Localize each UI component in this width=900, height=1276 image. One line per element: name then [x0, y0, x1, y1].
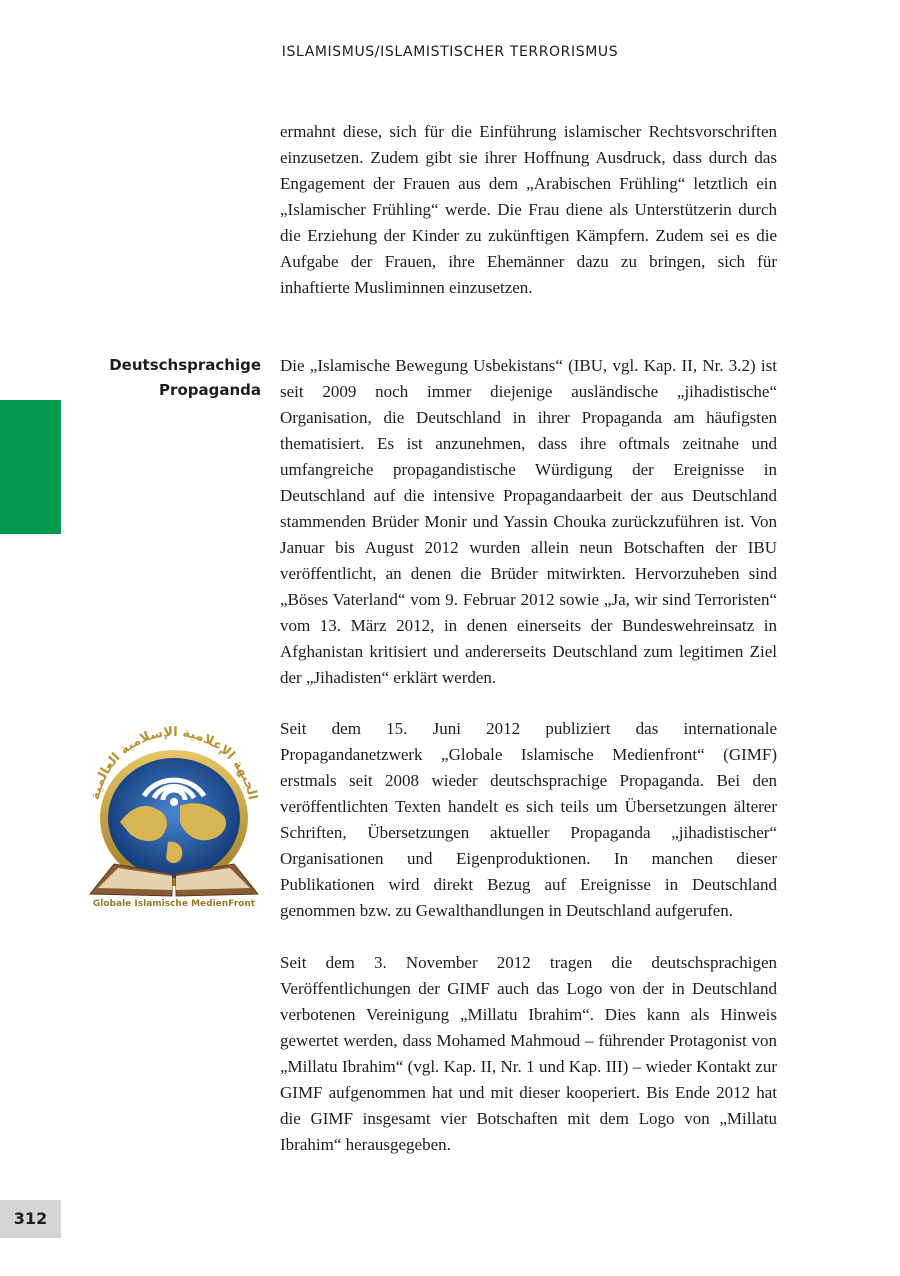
body-paragraph-1: ermahnt diese, sich für die Einführung islamischer Rechtsvorschriften einzusetzen. Zudem gibt sie ihrer Hoffnung Ausdruck, dass durch das Engagement der Frauen aus dem „Arabischen Frühling“ letztlich ein „Islamischer Frühling“ werde. Die Frau diene als Unterstützerin durch die Erziehung der Kinder zu zukünftigen Kämpfern. Zudem sei es die Aufgabe der Frauen, ihre Ehemänner dazu zu bringen, sich für inhaftierte Musliminnen einzusetzen.: [280, 122, 777, 297]
marginal-heading: [90, 353, 261, 403]
body-paragraph-4: Seit dem 3. November 2012 tragen die deutschsprachigen Veröffentlichungen der GIMF auch das Logo von der in Deutschland verbotenen Vereinigung „Millatu Ibrahim“. Dies kann als Hinweis gewertet werden, dass Mohamed Mahmoud – führender Protagonist von „Millatu Ibrahim“ (vgl. Kap. II, Nr. 1 und Kap. III) – wieder Kontakt zur GIMF aufgenommen hat und mit dieser kooperiert. Bis Ende 2012 hat die GIMF insgesamt vier Botschaften mit dem Logo von „Millatu Ibrahim“ herausgegeben.: [280, 953, 777, 1154]
gimf-logo: [84, 714, 264, 910]
marginal-heading-line-1: Deutschsprachige: [109, 356, 261, 374]
body-paragraph-2: Die „Islamische Bewegung Usbekistans“ (IBU, vgl. Kap. II, Nr. 3.2) ist seit 2009 noch immer diejenige ausländische „jihadistische“ Organisation, die Deutschland in ihrer Propaganda am häufigsten thematisiert. Es ist anzunehmen, dass ihre oftmals zeitnahe und umfangreiche propagandistische Würdigung der Ereignisse in Deutschland auf die intensive Propagandaarbeit der aus Deutschland stammenden Brüder Monir und Yassin Chouka zurückzuführen ist. Von Januar bis August 2012 wurden allein neun Botschaften der IBU veröffentlicht, an denen die Brüder mitwirkten. Hervorzuheben sind „Böses Vaterland“ vom 9. Februar 2012 sowie „Ja, wir sind Terroristen“ vom 13. März 2012, in denen einerseits der Bundeswehreinsatz in Afghanistan kritisiert und andererseits Deutschland zum legitimen Ziel der „Jihadisten“ erklärt werden.: [280, 356, 777, 687]
gimf-logo-image: [84, 714, 264, 910]
logo-signal-dot: [170, 798, 178, 806]
logo-arabic-text: الجبهة الإعلامية الإسلامية العالمية: [88, 724, 260, 802]
page-number: 312: [0, 1200, 61, 1238]
logo-caption: Globale Islamische MedienFront: [92, 899, 256, 909]
marginal-heading-line-2: Propaganda: [159, 381, 261, 399]
running-header: ISLAMISMUS/ISLAMISTISCHER TERRORISMUS: [281, 44, 619, 60]
chapter-tab-marker: [0, 400, 61, 534]
body-paragraph-3: Seit dem 15. Juni 2012 publiziert das internationale Propagandanetzwerk „Globale Islamische Medienfront“ (GIMF) erstmals seit 2008 wieder deutschsprachige Propaganda. Bei den veröffentlichten Texten handelt es sich teils um Übersetzungen älterer Schriften, Übersetzungen aktueller Propaganda „jihadistischer“ Organisationen und Eigenproduktionen. In manchen dieser Publikationen wird direkt Bezug auf Ereignisse in Deutschland genommen bzw. zu Gewalthandlungen in Deutschland aufgerufen.: [280, 719, 777, 920]
